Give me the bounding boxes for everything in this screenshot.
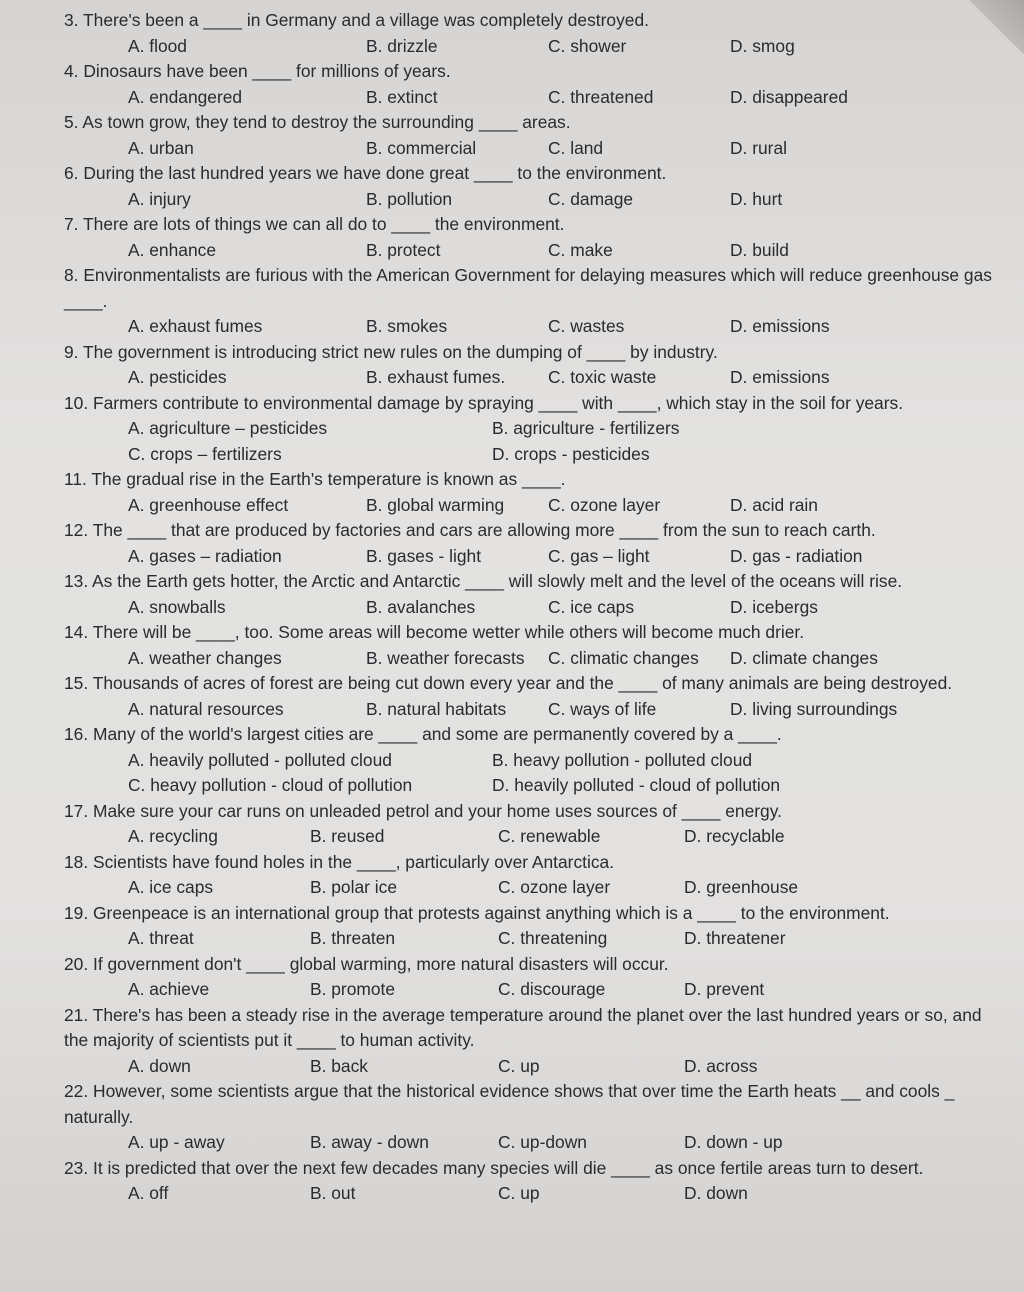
question-7 [64, 212, 1002, 263]
option-d: D. recyclable [684, 826, 785, 846]
option-d: D. rural [730, 137, 788, 158]
question-stem: 20. If government don't ____ global warming, more natural disasters will occur. [64, 953, 669, 974]
question-4 [64, 59, 1002, 110]
option-c: C. make [548, 239, 613, 260]
question-23 [64, 1156, 1002, 1207]
option-b: B. heavy pollution - polluted cloud [492, 749, 753, 770]
question-18 [64, 850, 1002, 901]
question-stem: 16. Many of the world's largest cities are ____ and some are permanently covered by a ____. [64, 724, 782, 744]
option-a: A. down [128, 1055, 191, 1076]
question-stem: 21. There's has been a steady rise in the average temperature around the planet over the last hundred years or so, and the majority of scientists put it ____ to human activity. [64, 1004, 982, 1050]
option-a: A. ice caps [128, 877, 214, 897]
option-a: A. injury [128, 188, 191, 209]
option-c: C. discourage [498, 979, 606, 999]
question-stem: 7. There are lots of things we can all do to ____ the environment. [64, 214, 565, 234]
question-21 [64, 1003, 1002, 1080]
option-b: B. reused [310, 826, 385, 846]
option-a: A. off [128, 1183, 169, 1203]
option-d: D. down - up [684, 1132, 783, 1152]
option-a: A. greenhouse effect [128, 494, 289, 515]
option-d: D. smog [730, 35, 795, 56]
question-stem: 13. As the Earth gets hotter, the Arctic and Antarctic ____ will slowly melt and the level of the oceans will rise. [64, 571, 903, 591]
option-c: C. threatened [548, 86, 654, 107]
question-16 [64, 722, 1002, 799]
option-a: A. endangered [128, 86, 243, 107]
option-a: A. urban [128, 137, 194, 158]
option-d: D. gas - radiation [730, 545, 863, 566]
option-c: C. land [548, 137, 604, 158]
option-b: B. extinct [366, 86, 438, 107]
option-b: B. threaten [310, 928, 396, 948]
option-a: A. up - away [128, 1132, 225, 1152]
option-c: C. ice caps [548, 596, 635, 617]
option-b: B. avalanches [366, 596, 476, 617]
option-d: D. build [730, 239, 789, 260]
question-10 [64, 391, 1002, 468]
option-d: D. greenhouse [684, 877, 799, 897]
question-stem: 19. Greenpeace is an international group that protests against anything which is a ____ to the environment. [64, 902, 890, 923]
option-c: C. threatening [498, 928, 608, 948]
option-c: C. shower [548, 35, 627, 56]
option-d: D. threatener [684, 928, 786, 948]
option-d: D. emissions [730, 316, 830, 336]
option-b: B. promote [310, 979, 396, 999]
question-11 [64, 467, 1002, 518]
question-stem: 5. As town grow, they tend to destroy the surrounding ____ areas. [64, 112, 571, 132]
option-b: B. exhaust fumes. [366, 367, 506, 387]
option-a: A. enhance [128, 239, 216, 260]
option-b: B. drizzle [366, 35, 438, 56]
question-stem: 10. Farmers contribute to environmental damage by spraying ____ with ____, which stay in the soil for years. [64, 392, 904, 413]
option-d: D. icebergs [730, 596, 818, 617]
option-b: B. polar ice [310, 877, 397, 897]
option-c: C. heavy pollution - cloud of pollution [128, 775, 413, 795]
option-b: B. out [310, 1183, 356, 1203]
question-14 [64, 620, 1002, 671]
question-stem: 12. The ____ that are produced by factories and cars are allowing more ____ from the sun to reach carth. [64, 520, 876, 540]
question-stem: 17. Make sure your car runs on unleaded petrol and your home uses sources of ____ energy. [64, 800, 782, 821]
option-a: A. pesticides [128, 367, 227, 387]
option-c: C. up [498, 1055, 540, 1076]
option-c: C. gas – light [548, 545, 650, 566]
option-a: A. weather changes [128, 647, 282, 668]
option-c: C. wastes [548, 316, 625, 336]
option-a: A. agriculture – pesticides [128, 418, 328, 438]
question-17 [64, 799, 1002, 850]
option-c: C. ways of life [548, 698, 657, 719]
option-d: D. crops - pesticides [492, 443, 650, 464]
option-d: D. heavily polluted - cloud of pollution [492, 775, 781, 795]
option-c: C. climatic changes [548, 647, 699, 668]
question-stem: 23. It is predicted that over the next few decades many species will die ____ as once fertile areas turn to desert. [64, 1157, 924, 1178]
option-a: A. heavily polluted - polluted cloud [128, 749, 392, 770]
option-a: A. snowballs [128, 596, 226, 617]
option-c: C. up-down [498, 1132, 587, 1152]
option-c: C. renewable [498, 826, 601, 846]
question-22 [64, 1079, 1002, 1156]
paper-corner-fold [964, 0, 1024, 60]
option-c: C. ozone layer [498, 877, 611, 897]
question-stem: 14. There will be ____, too. Some areas will become wetter while others will become much drier. [64, 622, 805, 642]
option-a: A. flood [128, 35, 187, 56]
option-d: D. climate changes [730, 647, 878, 668]
option-a: A. recycling [128, 826, 218, 846]
option-a: A. achieve [128, 979, 210, 999]
option-c: C. up [498, 1183, 540, 1203]
question-15 [64, 671, 1002, 722]
option-c: C. toxic waste [548, 367, 657, 387]
option-d: D. down [684, 1183, 748, 1203]
question-stem: 3. There's been a ____ in Germany and a village was completely destroyed. [64, 10, 649, 30]
question-stem: 6. During the last hundred years we have done great ____ to the environment. [64, 163, 667, 183]
option-b: B. gases - light [366, 545, 482, 566]
question-12 [64, 518, 1002, 569]
question-19 [64, 901, 1002, 952]
question-13 [64, 569, 1002, 620]
question-stem: 18. Scientists have found holes in the ____, particularly over Antarctica. [64, 851, 615, 872]
option-b: B. global warming [366, 494, 505, 515]
option-d: D. disappeared [730, 86, 848, 107]
option-b: B. protect [366, 239, 441, 260]
option-c: C. crops – fertilizers [128, 443, 282, 464]
question-stem: 11. The gradual rise in the Earth's temperature is known as ____. [64, 469, 566, 489]
option-b: B. agriculture - fertilizers [492, 418, 680, 438]
question-stem: 15. Thousands of acres of forest are being cut down every year and the ____ of many animals are being destroyed. [64, 673, 953, 693]
option-c: C. ozone layer [548, 494, 661, 515]
option-b: B. pollution [366, 188, 453, 209]
option-b: B. back [310, 1055, 368, 1076]
option-b: B. away - down [310, 1132, 429, 1152]
option-b: B. smokes [366, 316, 448, 336]
option-b: B. weather forecasts [366, 647, 525, 668]
option-a: A. gases – radiation [128, 545, 282, 566]
option-d: D. prevent [684, 979, 765, 999]
option-b: B. natural habitats [366, 698, 507, 719]
option-a: A. natural resources [128, 698, 284, 719]
option-a: A. threat [128, 928, 194, 948]
option-b: B. commercial [366, 137, 477, 158]
question-5 [64, 110, 1002, 161]
option-d: D. living surroundings [730, 698, 898, 719]
option-c: C. damage [548, 188, 634, 209]
question-stem: 22. However, some scientists argue that the historical evidence shows that over time the Earth heats __ and cools _ naturally. [64, 1081, 955, 1127]
option-d: D. hurt [730, 188, 783, 209]
question-20 [64, 952, 1002, 1003]
question-8 [64, 263, 1002, 340]
option-a: A. exhaust fumes [128, 316, 263, 336]
question-6 [64, 161, 1002, 212]
option-d: D. emissions [730, 367, 830, 387]
option-d: D. across [684, 1055, 758, 1076]
question-stem: 9. The government is introducing strict new rules on the dumping of ____ by industry. [64, 341, 718, 362]
question-stem: 8. Environmentalists are furious with the American Government for delaying measures which will reduce greenhouse gas ____. [64, 265, 992, 311]
question-3 [64, 8, 1002, 59]
question-9 [64, 340, 1002, 391]
option-d: D. acid rain [730, 494, 818, 515]
question-stem: 4. Dinosaurs have been ____ for millions of years. [64, 61, 451, 81]
question-list [64, 8, 1002, 1207]
